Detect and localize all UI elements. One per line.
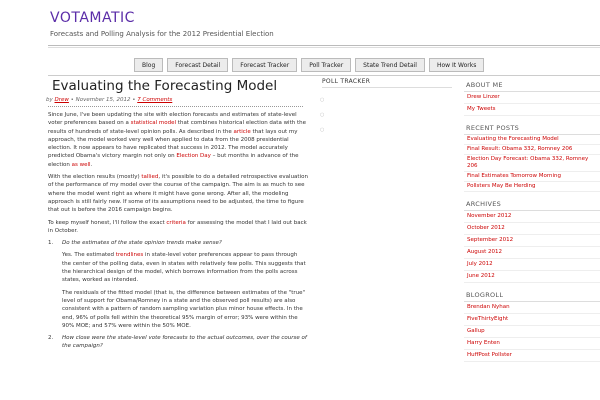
nav-blog[interactable]: Blog [134, 58, 163, 72]
archive-link[interactable]: July 2012 [464, 259, 600, 271]
archive-link[interactable]: August 2012 [464, 247, 600, 259]
blogroll-link[interactable]: Gallup [464, 326, 600, 338]
paragraph-2 [48, 173, 308, 214]
post-title[interactable]: Evaluating the Forecasting Model [52, 78, 278, 94]
about-link-my-tweets[interactable]: My Tweets [464, 104, 600, 116]
p1-text-5: . [90, 161, 93, 168]
header-divider-secondary [48, 47, 600, 48]
recent-post-link[interactable]: Final Estimates Tomorrow Morning [464, 172, 600, 182]
paragraph-3 [48, 219, 308, 236]
article [48, 78, 308, 351]
header-divider [48, 45, 600, 46]
poll-tracker-widget [322, 78, 452, 133]
list-number: 2. [48, 335, 54, 342]
answer-paragraph-2: The residuals of the fitted model (that is, the difference between estimates of the "true" level of support for Obama/Romney in a state and the observed poll results) are also consistent with a pattern of random sampling variation plus minor house effects. In the end, 96% of polls fell within the theoretical 95% margin of error; 93% were within the 90% MOE; and 57% were within the 50% MOE. [62, 289, 306, 329]
site-title[interactable]: VOTAMATIC [50, 10, 135, 26]
recent-post-link[interactable]: Final Result: Obama 332, Romney 206 [464, 145, 600, 155]
p1-text-2: that combines historical election data with the results of hundreds of state-level opinion polls. As described in the [48, 120, 307, 135]
blogroll-link[interactable]: HuffPost Pollster [464, 350, 600, 362]
post-meta [46, 97, 308, 103]
list-question: Do the estimates of the state opinion trends make sense? [62, 240, 222, 247]
nav-forecast-detail[interactable]: Forecast Detail [167, 58, 228, 72]
meta-divider [48, 106, 303, 107]
paragraph-1 [48, 111, 308, 169]
about-link-drew-linzer[interactable]: Drew Linzer [464, 92, 600, 104]
nav-forecast-tracker[interactable]: Forecast Tracker [232, 58, 297, 72]
author-link[interactable]: Drew [54, 97, 69, 103]
bullet-icon: ○ [320, 97, 325, 103]
post-date: • November 15, 2012 • [70, 97, 136, 103]
p3-text-1: To keep myself honest, I'll follow the exact [48, 219, 167, 226]
answer1-text-2: in state-level voter preferences appear to pass through the center of the polling data, even in states with relatively few polls. This suggests that the hierarchical design of the model, which borrows information from the polls across states, worked as intended. [62, 252, 306, 284]
nav-state-trend-detail[interactable]: State Trend Detail [355, 58, 425, 72]
p1-text-1: Since June, I've been updating the site with election forecasts and estimates of state-level voter preferences based on a [48, 112, 297, 127]
tallied-link[interactable]: tallied [141, 174, 159, 181]
archive-link[interactable]: November 2012 [464, 211, 600, 223]
p1-text-3: that lays out my approach, the model worked very well when applied to data from the 2008 presidential election. It now appears to have replicated that success in 2012. The model accurately predicted Obama's victory margin not only on [48, 128, 298, 160]
recent-posts-heading: RECENT POSTS [464, 121, 600, 135]
p2-text-2: , it's possible to do a detailed retrospective evaluation of the performance of my model over the course of the campaign. The aim is as much to see where the model went right as where it might have gone wrong. After all, the modeling approach is still fairly new. If some of its assumptions need to be adjusted, the time to figure that out is before the 2016 campaign begins. [48, 174, 308, 214]
blogroll-heading: BLOGROLL [464, 288, 600, 302]
p1-text-4: – but months in advance of the election [48, 153, 299, 168]
answer-paragraph-1 [48, 251, 308, 284]
as-well-link[interactable]: as well [71, 161, 91, 168]
archive-link[interactable]: October 2012 [464, 223, 600, 235]
poll-tracker-heading: POLL TRACKER [322, 78, 452, 88]
meta-by: by [46, 97, 53, 103]
recent-post-link[interactable]: Pollsters May Be Herding [464, 182, 600, 192]
list-item [48, 239, 308, 247]
archive-link[interactable]: June 2012 [464, 271, 600, 283]
criteria-link[interactable]: criteria [166, 219, 186, 226]
blogroll-link[interactable]: FiveThirtyEight [464, 314, 600, 326]
site-description: Forecasts and Polling Analysis for the 2012 Presidential Election [50, 30, 274, 38]
comments-link[interactable]: 7 Comments [137, 97, 173, 103]
answer1-text-1: Yes. The estimated [62, 252, 116, 259]
nav-how-it-works[interactable]: How It Works [429, 58, 484, 72]
recent-post-link[interactable]: Evaluating the Forecasting Model [464, 135, 600, 145]
article-link[interactable]: article [233, 128, 251, 135]
trendlines-link[interactable]: trendlines [115, 252, 144, 259]
list-question: How close were the state-level vote forecasts to the actual outcomes, over the course of the campaign? [62, 335, 307, 350]
bullet-icon: ○ [320, 112, 325, 118]
blogroll-link[interactable]: Brendan Nyhan [464, 302, 600, 314]
nav-poll-tracker[interactable]: Poll Tracker [301, 58, 351, 72]
statistical-model-link[interactable]: statistical model [130, 120, 177, 127]
list-number: 1. [48, 240, 54, 247]
main-navigation [134, 58, 484, 73]
sidebar [464, 73, 600, 362]
about-heading: ABOUT ME [464, 78, 600, 92]
blogroll-link[interactable]: Harry Enten [464, 338, 600, 350]
archives-heading: ARCHIVES [464, 197, 600, 211]
bullet-icon: ○ [320, 127, 325, 133]
archive-link[interactable]: September 2012 [464, 235, 600, 247]
list-item [48, 334, 308, 351]
p2-text-1: With the election results (mostly) [48, 174, 142, 181]
p3-text-2: for assessing the model that I laid out back in October. [48, 219, 307, 234]
criteria-list [48, 239, 308, 351]
election-day-link[interactable]: Election Day [176, 153, 211, 160]
recent-post-link[interactable]: Election Day Forecast: Obama 332, Romney 206 [464, 155, 600, 172]
